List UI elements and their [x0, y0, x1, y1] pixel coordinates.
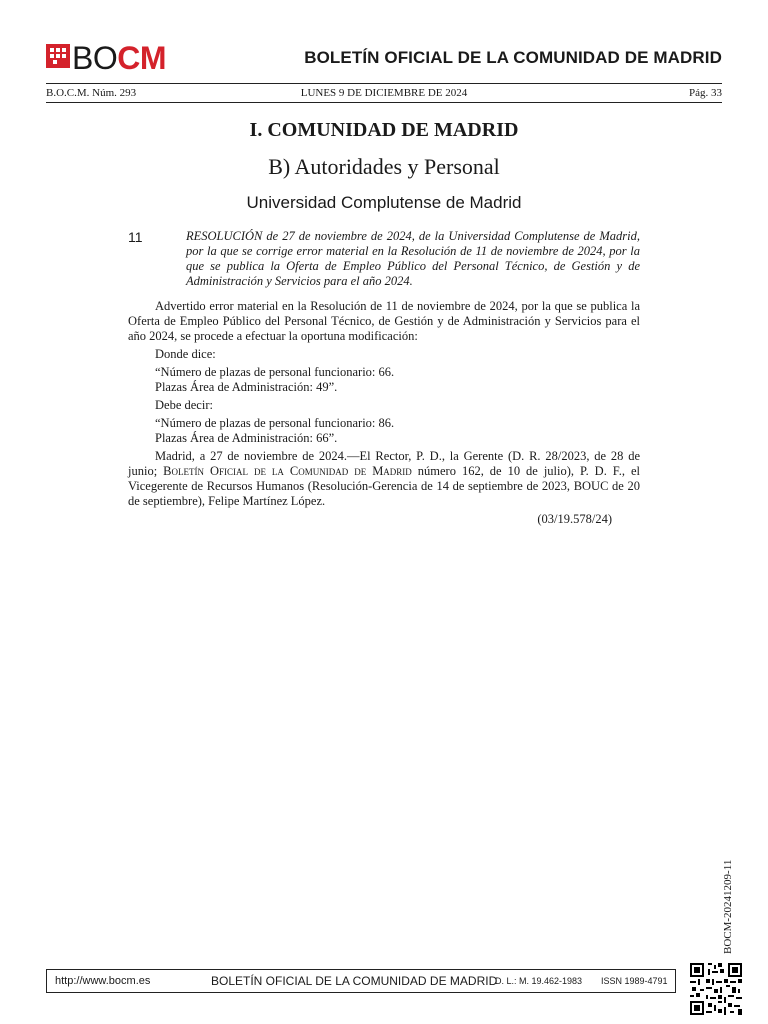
donde-dice-line1: “Número de plazas de personal funcionario: 66. [155, 365, 395, 379]
header-title: BOLETÍN OFICIAL DE LA COMUNIDAD DE MADRID [304, 48, 722, 67]
intro-paragraph: Advertido error material en la Resolución de 11 de noviembre de 2024, por la que se publica la Oferta de Empleo Público del Personal Técnico, de Gestión y de Administración y Servicios para el año 2024, se procede a efectuar la oportuna modificación: [128, 299, 640, 343]
debe-decir-line2: Plazas Área de Administración: 66”. [155, 431, 338, 445]
footer-legal-deposit: D. L.: M. 19.462-1983 [495, 976, 583, 986]
page-number: Pág. 33 [689, 87, 722, 99]
footer-title: BOLETÍN OFICIAL DE LA COMUNIDAD DE MADRID [211, 974, 498, 988]
bocm-logo [46, 42, 166, 74]
logo-text-cm: CM [117, 40, 166, 76]
signature-part2: número 162, de 10 de julio), P. D. F., el Vicegerente de Recursos Humanos (Resolución-Gerencia de 14 de septiembre de 2023, BOUC de 20 de septiembre), Felipe Martínez López. [128, 464, 641, 508]
logo-text-bo: BO [72, 40, 118, 76]
entry-body [128, 299, 640, 527]
reference-code: (03/19.578/24) [537, 512, 612, 526]
header-rule [46, 83, 722, 84]
issue-number: B.O.C.M. Núm. 293 [46, 87, 137, 99]
issue-date: LUNES 9 DE DICIEMBRE DE 2024 [300, 87, 468, 99]
donde-dice-line2: Plazas Área de Administración: 49”. [155, 380, 338, 394]
signature-publication-name: Boletín Oficial de la Comunidad de Madrid [163, 464, 412, 478]
footer [46, 969, 676, 993]
meta-rule [46, 102, 722, 103]
qr-code-icon [690, 963, 742, 1015]
entry-heading: RESOLUCIÓN de 27 de noviembre de 2024, de la Universidad Complutense de Madrid, por la que se corrige error material en la Resolución de 11 de noviembre de 2024, por la que se publica la Oferta de Empleo Público del Personal Técnico, de Gestión y de Administración y Servicios para el año 2024. [186, 229, 640, 288]
signature-paragraph [128, 449, 640, 509]
madrid-flag-stars-icon [46, 44, 70, 68]
footer-url-link[interactable]: http://www.bocm.es [55, 975, 151, 987]
section-heading-level2: B) Autoridades y Personal [268, 154, 500, 179]
section-heading-level3: Universidad Complutense de Madrid [246, 193, 522, 212]
document-side-code: BOCM-20241209-11 [722, 859, 734, 954]
signature-part1: Madrid, a 27 de noviembre de 2024.—El Rector, P. D., la Gerente (D. R. 28/2023, de 28 de junio; [128, 449, 640, 478]
section-heading-level1: I. COMUNIDAD DE MADRID [249, 119, 519, 141]
debe-decir-line1: “Número de plazas de personal funcionario: 86. [155, 416, 395, 430]
donde-dice-label: Donde dice: [155, 347, 216, 361]
entry-number: 11 [128, 229, 143, 245]
debe-decir-label: Debe decir: [155, 398, 213, 412]
footer-issn: ISSN 1989-4791 [601, 976, 668, 986]
